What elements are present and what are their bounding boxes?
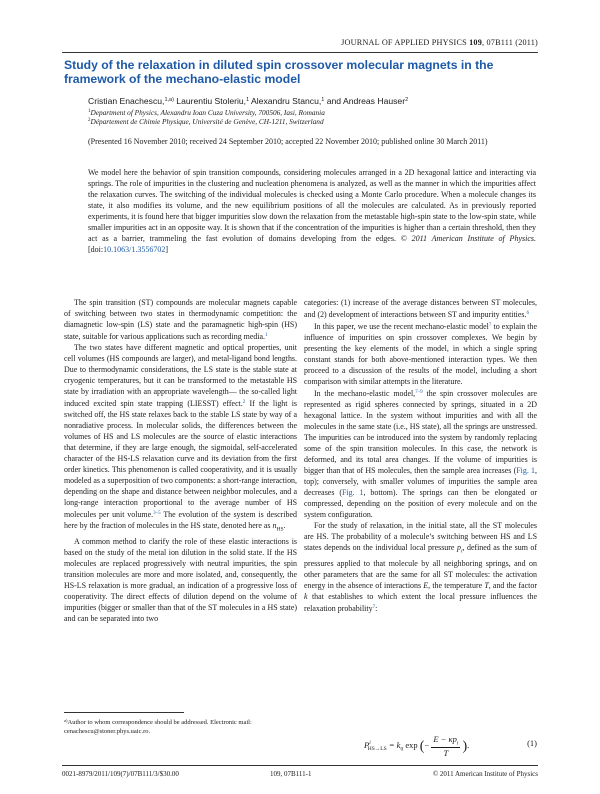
symbol-sub: i [460,548,463,555]
paragraph-text: , and the factor [488,580,537,590]
right-column [304,297,537,614]
paragraph-text: : [375,603,378,613]
affiliation-sup: 2 [88,118,91,123]
eq-sup: i [369,739,371,746]
eq-paren-open: ( [419,738,425,754]
journal-header [341,38,538,47]
paragraph-text: In the mechano-elastic model, [314,389,416,398]
equation-number: (1) [527,738,537,748]
paragraph-text: , bottom). The springs can then be elongated or compressed, depending on the position of every molecule and on the system configuration. [304,488,537,519]
symbol: T [484,580,489,590]
affiliation-2 [88,117,324,126]
citation-link[interactable]: 7 [488,323,492,328]
author-name: Alexandru Stancu, [249,96,322,106]
citation-link[interactable]: 1 [265,333,268,338]
author-name: and Andreas Hauser [324,96,406,106]
eq-fraction [431,734,460,758]
symbol: n [272,521,277,530]
paragraph-text: . [283,521,286,530]
eq-numerator [431,734,460,748]
doi-link[interactable]: 10.1063/1.3556702 [103,245,166,254]
abstract-text: We model here the behavior of spin transition compounds, considering molecules arranged in a 2D hexagonal lattice and interacting via springs. The role of impurities in the clustering and nucleation phenomena is analyzed, as well as the manner in which the impurities affect the relaxation curves. The switching of the individual molecules is checked using a Monte Carlo procedure. When a molecule changes its state, it also modifies its volume, and the new equilibrium positions of all the molecules are calculated. As in previously reported experiments, it is found here that bigger impurities slow down the relaxation from the metastable high-spin state to the low-spin state, while smaller impurities act in an opposite way. It is shown that if the concentration of the impurities is higher than a certain threshold, then they act as a barrier, trammeling the fast evolution of domains developing from the edges. [88,168,536,243]
paragraph [64,536,297,624]
eq-symbol: = k [386,739,401,750]
author-sup: 2 [405,97,409,103]
footer-rule [62,765,538,766]
footer-copyright: © 2011 American Institute of Physics [432,770,538,778]
paragraph [304,520,537,614]
eq-sub: HS→LS [367,746,387,753]
footer-code: 0021-8979/2011/109(7)/07B111/3/$30.00 [62,770,179,778]
doi-prefix: [doi: [88,245,104,254]
eq-func: exp [403,739,418,750]
eq-num-text: E − κp [433,734,457,744]
journal-name: JOURNAL OF APPLIED PHYSICS [341,38,467,47]
eq-sub: i [456,740,459,747]
citation-link[interactable]: 2 [242,400,246,405]
abstract [88,167,536,255]
eq-sub: 0 [400,746,404,753]
footnote [64,716,297,736]
paragraph-text: A common method to clarify the role of these elastic interactions is based on the study of the metal ion dilution in the solid state. If the HS molecules are replaced progressively with neutral impurities, the spin transition molecules are more and more isolated, and, consequently, the HS-LS relaxation is more gradual, an indication of a progressive loss of cooperativity. The direct effects of dilution depend on the volume of impurities (bigger or smaller than that of the ST molecules in a HS state) and can be separated into two [64,536,297,623]
footer-page-number: 109, 07B111-1 [270,770,312,778]
journal-article: , 07B111 (2011) [482,38,538,47]
affiliation-text: Department of Physics, Alexandru Ioan Cuza University, 700506, Iasi, Romania [90,108,325,117]
eq-denominator: T [443,747,449,758]
eq-symbol: P [364,739,370,750]
symbol: E [423,580,429,590]
symbol-sub: HS [276,526,284,533]
author-sup: 1,a) [164,97,174,103]
author-list [88,96,408,106]
doi-suffix: ] [165,245,169,254]
figure-link[interactable]: Fig. 1 [342,488,364,497]
eq-paren-close: ) [462,738,468,754]
paragraph-text: , the temperature [428,580,485,590]
paragraph [304,320,537,387]
affiliation-sup: 1 [88,109,91,114]
equation-body [364,734,469,758]
footnote-sup: a) [64,718,68,723]
journal-volume: 109 [469,38,482,47]
footnote-text: Author to whom correspondence should be addressed. Electronic mail: cenachescu@stoner.phys.uaic.ro. [64,719,252,735]
author-name: Laurentiu Stoleriu, [173,96,247,106]
paragraph-text: In this paper, we use the recent mechano-elastic model [314,322,489,331]
left-column [64,297,297,624]
eq-end: . [467,739,470,750]
paragraph-text: the spin crossover molecules are represented as rigid spheres connected by springs, situated in a 2D hexagonal lattice. In the system without impurities and with all the molecules in the same state (i.e., HS state), all the springs are unstressed. The impurities can be introduced into the system by randomly replacing some of the spin transition molecules. In this case, the network is deformed, and its total area changes. If the volume of impurities is bigger than that of HS molecules, then the sample area increases ( [304,389,537,475]
paragraph-text: The two states have different magnetic and optical properties, unit cell volumes (HS compounds are larger), and metal-ligand bond lengths. Due to thermodynamic considerations, the LS state is the stable state at cryogenic temperatures, but it can be transformed to the metastable HS state by irradiation with an appropriate wavelength— the so-called light induced excited spin state trapping (LIESST) effect. [64,343,297,408]
header-rule [62,52,538,53]
paragraph [304,297,537,320]
paragraph-text: that establishes to which extent the local pressure influences the relaxation probability [304,591,537,613]
paragraph-text: to explain the influence of impurities on spin crossover complexes. We begin by presenting the key elements of the model, in which a single spring constant stands for both above-mentioned interaction types. We then proceed to a discussion of the results of the model, including a short comparison with similar attempts in the literature. [304,322,538,386]
abstract-copyright: © 2011 American Institute of Physics. [400,234,536,243]
received-dates: (Presented 16 November 2010; received 24 September 2010; accepted 22 November 2010; published online 30 March 2011) [88,137,488,146]
footnote-rule [64,712,184,713]
eq-minus: − [424,739,430,750]
paper-title: Study of the relaxation in diluted spin crossover molecular magnets in the framework of the mechano-elastic model [64,58,494,86]
paragraph-text: , defined as the sum of pressures applied to that molecule by all neighboring springs, and on other parameters that are the same for all ST molecules: the activation energy in the absence of interactions [304,543,537,590]
citation-link[interactable]: 6 [526,311,529,316]
citation-link[interactable]: 7 [372,604,376,610]
author-sup: 1 [246,97,250,103]
paragraph-text: If the light is switched off, the HS state relaxes back to the stable LS state by way of a nonradiative process. In molecular solids, the differences between the volumes of HS and LS molecules are the source of elastic interactions that determine, if they are large enough, the sigmoidal, self-accelerated character of the HS-LS relaxation curve and its deviation from the first order kinetics. This phenomenon is called cooperativity, and it is usually modeled as a superposition of two components: a short-range interaction, depending on the shape and distance between neighbor molecules, and a long-range interaction proportional to the average number of HS molecules per unit volume. [64,399,297,519]
paragraph-text: categories: (1) increase of the average distances between ST molecules, and (2) development of interactions between ST and impurity entities. [304,298,537,319]
citation-link[interactable]: 3–5 [153,511,161,516]
paragraph-text: For the study of relaxation, in the initial state, all the ST molecules are HS. The probability of a molecule’s switching between HS and LS states depends on the individual local pressure [304,521,537,552]
author-sup: 1 [321,97,325,103]
paragraph [64,342,297,536]
paragraph-text: The evolution of the system is described here by the fraction of molecules in the HS state, denoted here as [64,510,297,530]
paragraph-text: The spin transition (ST) compounds are molecular magnets capable of switching between two states in thermodynamic competition: the diamagnetic low-spin (LS) state and the paramagnetic high-spin (HS) state, suitable for various applications such as recording media. [64,298,297,341]
symbol: p [456,543,461,552]
affiliation-1 [88,108,325,117]
paragraph [64,297,297,342]
citation-link[interactable]: 7–9 [415,390,423,395]
paragraph [304,387,537,520]
figure-link[interactable]: Fig. 1 [516,466,536,475]
symbol: k [304,591,308,601]
author-name: Cristian Enachescu, [88,96,165,106]
equation-1 [304,730,537,760]
paragraph-text: , top); conversely, with smaller volumes of impurities the sample area decreases ( [304,466,538,497]
affiliation-text: Département de Chimie Physique, Université de Genève, CH-1211, Switzerland [90,117,324,126]
